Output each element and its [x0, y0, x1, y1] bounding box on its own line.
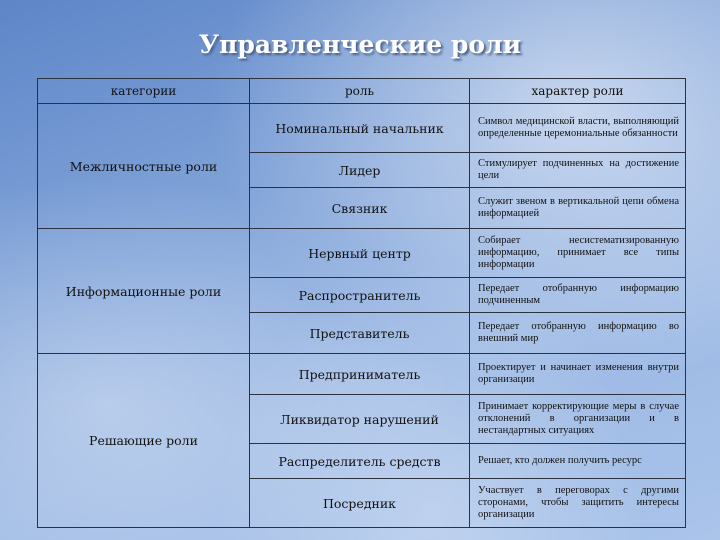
role-cell: Представитель [250, 313, 470, 354]
table-row [38, 104, 686, 153]
category-interpersonal: Межличностные роли [38, 104, 250, 229]
table-row [38, 229, 686, 278]
category-informational: Информационные роли [38, 229, 250, 354]
description-cell: Проектирует и начинает изменения внутри организации [470, 354, 686, 395]
description-cell: Участвует в переговорах с другими сторонами, чтобы защитить интересы организации [470, 479, 686, 528]
category-decisional: Решающие роли [38, 354, 250, 528]
description-cell: Передает отобранную информацию во внешний мир [470, 313, 686, 354]
table-header-row [38, 79, 686, 104]
role-cell: Предприниматель [250, 354, 470, 395]
description-cell: Стимулирует подчиненных на достижение цели [470, 153, 686, 188]
header-category: категории [38, 79, 250, 104]
description-cell: Служит звеном в вертикальной цепи обмена информацией [470, 188, 686, 229]
description-cell: Принимает корректирующие меры в случае отклонений в организации и в нестандартных ситуациях [470, 395, 686, 444]
role-cell: Ликвидатор нарушений [250, 395, 470, 444]
role-cell: Нервный центр [250, 229, 470, 278]
roles-table [37, 78, 686, 528]
description-cell: Решает, кто должен получить ресурс [470, 444, 686, 479]
table-row [38, 354, 686, 395]
role-cell: Распределитель средств [250, 444, 470, 479]
description-cell: Передает отобранную информацию подчиненным [470, 278, 686, 313]
description-cell: Символ медицинской власти, выполняющий определенные церемониальные обязанности [470, 104, 686, 153]
role-cell: Номинальный начальник [250, 104, 470, 153]
header-character: характер роли [470, 79, 686, 104]
slide-title: Управленческие роли [198, 30, 522, 59]
role-cell: Связник [250, 188, 470, 229]
header-role: роль [250, 79, 470, 104]
role-cell: Распространитель [250, 278, 470, 313]
description-cell: Собирает несистематизированную информацию, принимает все типы информации [470, 229, 686, 278]
role-cell: Лидер [250, 153, 470, 188]
role-cell: Посредник [250, 479, 470, 528]
